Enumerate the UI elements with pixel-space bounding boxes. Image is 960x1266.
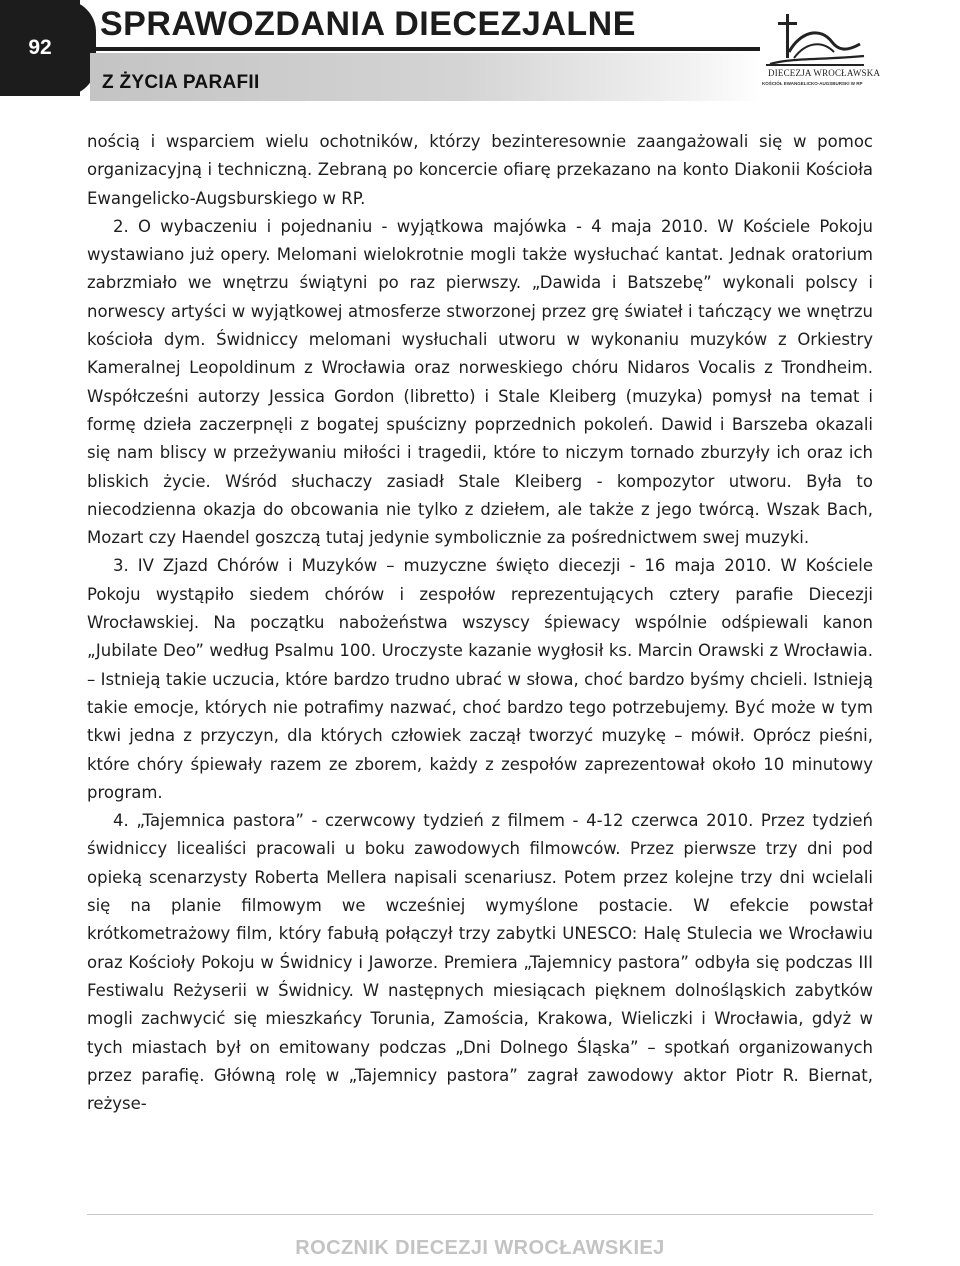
footer-rule [87,1214,873,1215]
section-subtitle: Z ŻYCIA PARAFII [102,72,260,93]
page-header [0,0,960,110]
paragraph: nością i wsparciem wielu ochotników, którzy bezinteresownie zaangażowali się w pomoc organizacyjną i techniczną. Zebraną po koncercie ofiarę przekazano na konto Diakonii Kościoła Ewangelicko-Augsburskiego w RP. [87,132,873,208]
paragraph: 4. „Tajemnica pastora” - czerwcowy tydzień z filmem - 4-12 czerwca 2010. Przez tydzień świdniccy licealiści pracowali u boku zawodowych filmowców. Przez pierwsze trzy dni pod opieką scenarzysty Roberta Mellera napisali scenariusz. Potem przez kolejne trzy dni wcielali się na planie filmowym we wcześniej wymyślone postacie. W efekcie powstał krótkometrażowy film, który fabułą połączył trzy zabytki UNESCO: Halę Stulecia we Wrocławiu oraz Kościoły Pokoju w Świdnicy i Jaworze. Premiera „Tajemnicy pastora” odbyła się podczas III Festiwalu Reżyserii w Świdnicy. W następnych miesiącach pięknem dolnośląskich zabytków mogli zachwycić się mieszkańcy Torunia, Zamościa, Krakowa, Wieliczki i Wrocławia, gdyż w tych miastach był on emitowany podczas „Dni Dolnego Śląska” – spotkań organizowanych przez parafię. Główną rolę w „Tajemnicy pastora” zagrał zawodowy aktor Piotr R. Biernat, reżyse- [87,811,873,1114]
article-body [87,128,873,1118]
title-rule [90,47,760,51]
section-title: SPRAWOZDANIA DIECEZJALNE [100,5,636,43]
logo-subtext: KOŚCIÓŁ EWANGELICKO-AUGSBURSKI W RP [762,81,863,86]
paragraph: 2. O wybaczeniu i pojednaniu - wyjątkowa majówka - 4 maja 2010. W Kościele Pokoju wystawiano już opery. Melomani wielokrotnie mogli także wysłuchać kantat. Jednak oratorium zabrzmiało we wnętrzu świątyni po raz pierwszy. „Dawida i Batszebę” wykonali polscy i norwescy artyści w wyjątkowej atmosferze stworzonej przez grę świateł i tańczący we wnętrzu kościoła dym. Świdniccy melomani wysłuchali utworu w wykonaniu muzyków z Orkiestry Kameralnej Leopoldinum z Wrocławia oraz norweskiego chóru Nidaros Vocalis z Trondheim. Współcześni autorzy Jessica Gordon (libretto) i Stale Kleiberg (muzyka) pomysł na temat i formę dzieła zaczerpnęli z bogatej spuścizny poprzednich pokoleń. Dawid i Barszeba okazali się nam bliscy w przeżywaniu miłości i tragedii, które to niczym tornado zburzyły ich oraz ich bliskich życie. Wśród słuchaczy zasiadł Stale Kleiberg - kompozytor utworu. Była to niecodzienna okazja do obcowania nie tylko z dziełem, ale także z jego twórcą. Wszak Bach, Mozart czy Haendel goszczą tutaj jedynie symbolicznie za pośrednictwem swej muzyki. [87,216,873,548]
logo-text: DIECEZJA WROCŁAWSKA [768,68,881,78]
paragraph: 3. IV Zjazd Chórów i Muzyków – muzyczne święto diecezji - 16 maja 2010. W Kościele Pokoju wystąpiło siedem chórów i zespołów reprezentujących cztery parafie Diecezji Wrocławskiej. Na początku nabożeństwa wszyscy śpiewacy wspólnie odśpiewali kanon „Jubilate Deo” według Psalmu 100. Uroczyste kazanie wygłosił ks. Marcin Orawski z Wrocławia. – Istnieją takie uczucia, które bardzo trudno ubrać w słowa, choć bardzo byśmy chcieli. Istnieją takie emocje, których nie potrafimy nazwać, choć bardzo tego potrzebujemy. Być może w tym tkwi jedna z przyczyn, dla których człowiek zaczął tworzyć muzykę – mówił. Oprócz pieśni, które chóry śpiewały razem ze zborem, każdy z zespołów zaprezentował około 10 minutowy program. [87,556,873,802]
page-number: 92 [28,36,52,59]
page-number-tab [0,0,80,96]
page-footer: ROCZNIK DIECEZJI WROCŁAWSKIEJ [295,1237,665,1259]
